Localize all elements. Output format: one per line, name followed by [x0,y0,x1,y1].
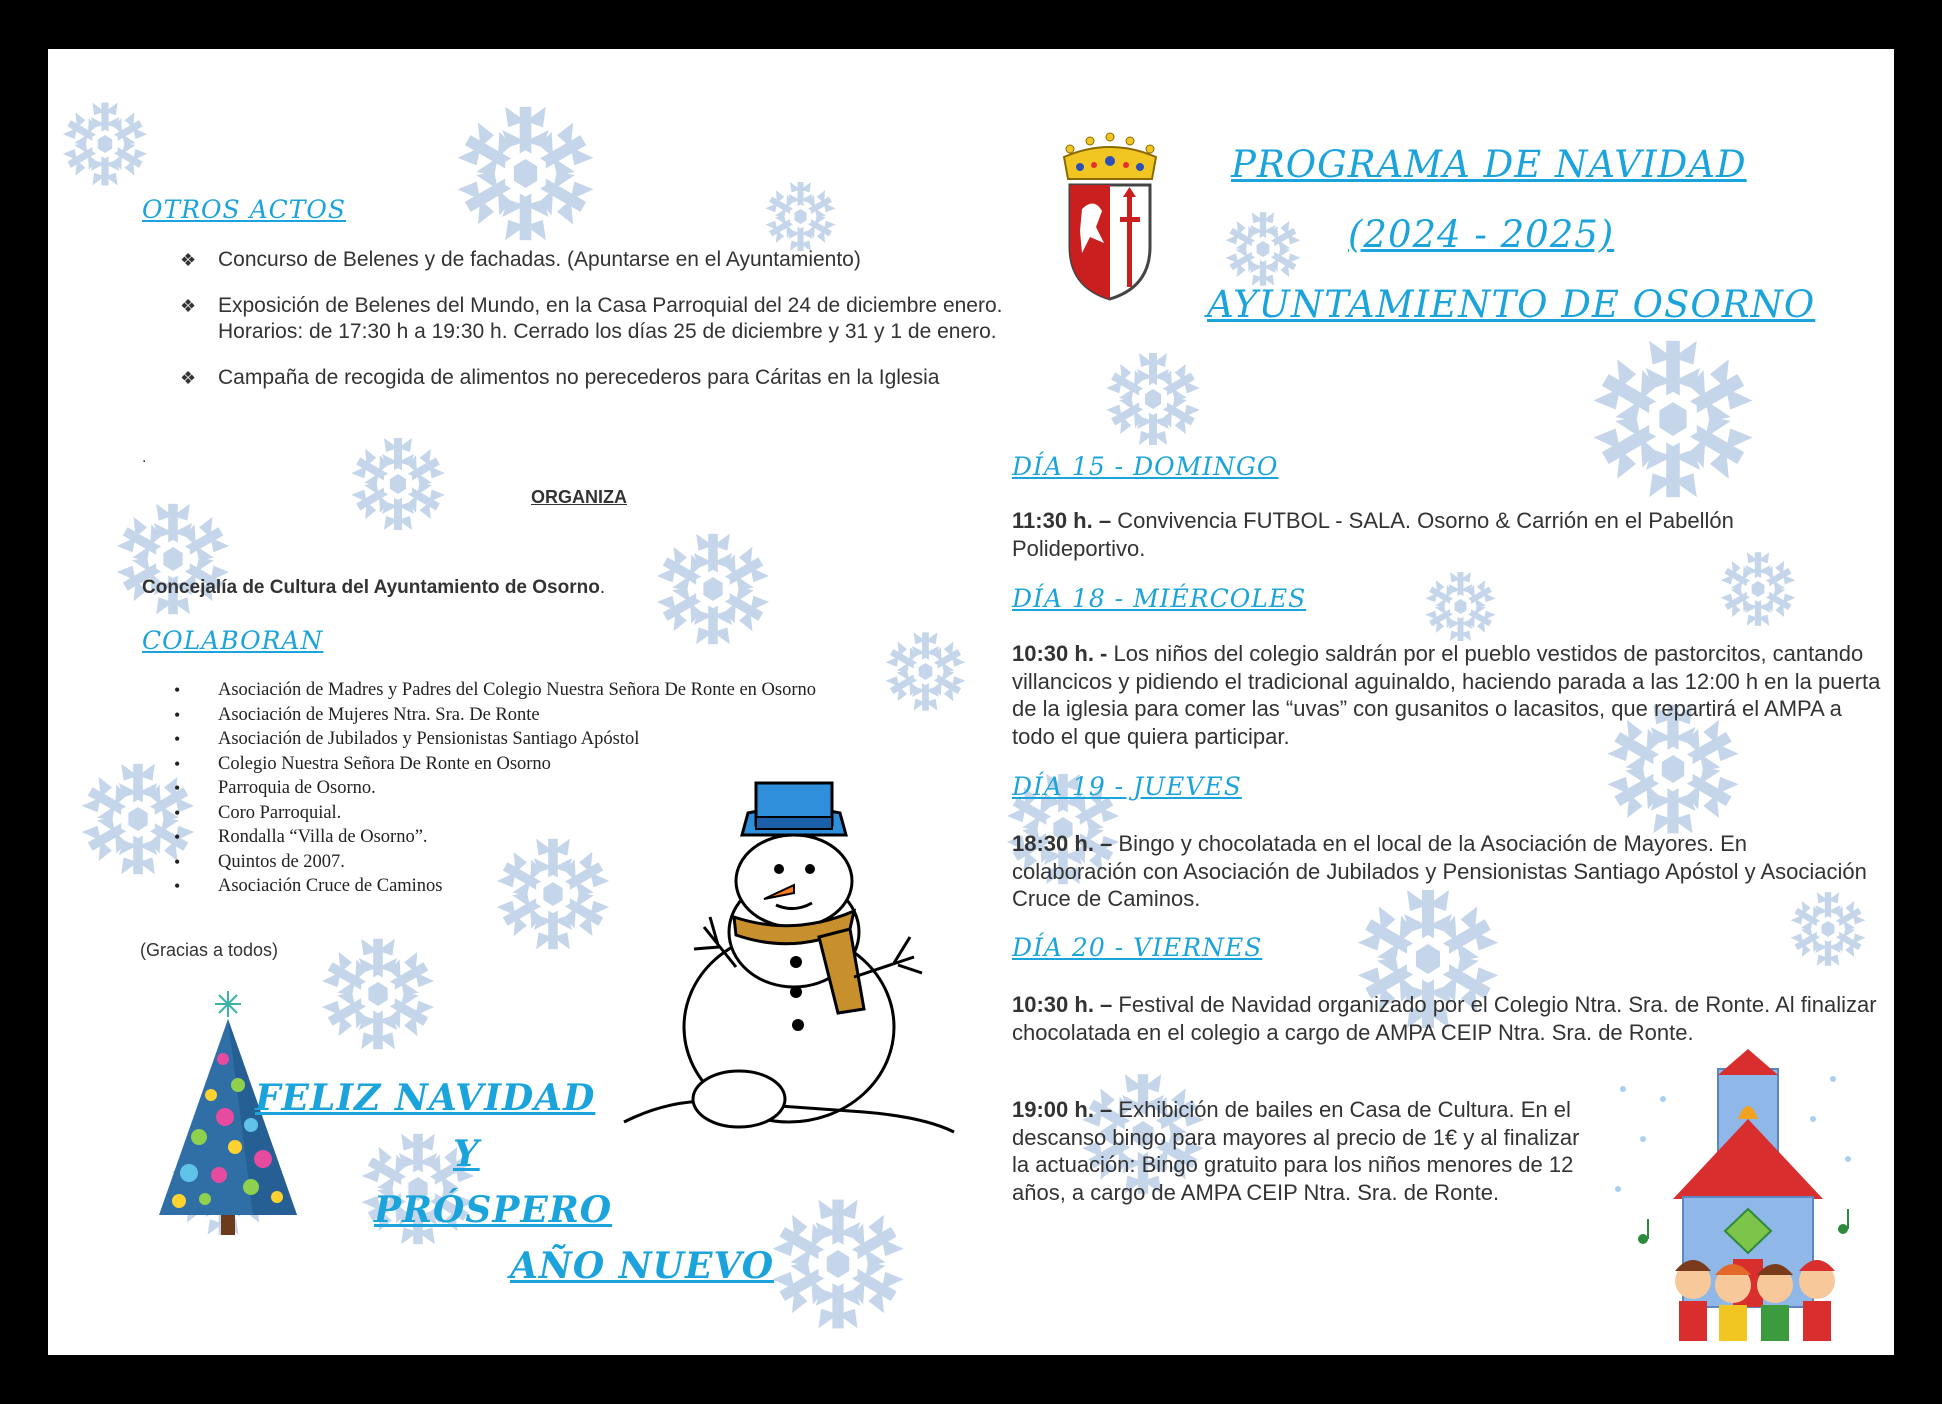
snowflake-icon [453,101,598,246]
gracias-text: (Gracias a todos) [140,940,279,960]
list-item-text: Campaña de recogida de alimentos no perecederos para Cáritas en la Iglesia [218,366,940,389]
list-item: • Parroquia de Osorno. [140,776,960,801]
list-item [180,247,1040,273]
organiza-title: ORGANIZA [531,487,627,507]
list-item [180,365,1040,391]
snowflake-icon [763,179,838,254]
coat-of-arms-icon [1060,127,1160,305]
brochure-sheet [48,49,1894,1355]
event-description: Convivencia FUTBOL - SALA. Osorno & Carrión en el Pabellón Polideportivo. [1012,508,1734,561]
day-20-evening-text [1012,1096,1602,1206]
event-time: 10:30 h. – [1012,992,1113,1017]
list-item-text: Exposición de Belenes del Mundo, en la Casa Parroquial del 24 de diciembre enero. Horarios: de 17:30 h a 19:30 h. Cerrado los días 25 de diciembre y 31 y 1 de enero. [218,294,1003,343]
snowflake-icon [653,529,773,649]
program-title: PROGRAMA DE NAVIDAD [1231,143,1747,186]
organiza-text [142,577,605,599]
day-20-title: DÍA 20 - VIERNES [1012,933,1263,962]
day-15-title: DÍA 15 - DOMINGO [1012,452,1279,481]
otros-actos-title: OTROS ACTOS [142,195,347,224]
event-time: 19:00 h. – [1012,1097,1113,1122]
church-carolers-icon [1603,1049,1863,1349]
greeting-line-4: AÑO NUEVO [510,1245,775,1287]
list-item [180,293,1008,345]
event-time: 11:30 h. – [1012,508,1112,533]
snowflake-icon [768,1194,908,1334]
list-item: • Asociación de Madres y Padres del Colegio Nuestra Señora De Ronte en Osorno [140,678,960,703]
snowflake-icon [1103,349,1203,449]
list-item: • Colegio Nuestra Señora De Ronte en Osorno [140,752,960,777]
greeting-line-2: Y [453,1133,480,1175]
snowflake-icon [113,499,233,619]
event-description: Los niños del colegio saldrán por el pueblo vestidos de pastorcitos, cantando villancicos y pidiendo el tradicional aguinaldo, haciendo parada a las 12:00 h en la puerta de la iglesia para comer las “uvas” con gusanitos o lacasitos, que repartirá el AMPA a todo el que quiera participar. [1012,641,1881,749]
list-item: • Quintos de 2007. [140,850,960,875]
snowflake-icon [1423,569,1498,644]
program-organizer: AYUNTAMIENTO DE OSORNO [1207,283,1816,326]
snowflake-icon [60,99,150,189]
day-18-text [1012,640,1882,750]
list-item: • Rondalla “Villa de Osorno”. [140,825,960,850]
list-item: • Coro Parroquial. [140,801,960,826]
otros-actos-list [180,247,1040,391]
snowman-icon [614,777,994,1147]
snowflake-icon [318,934,438,1054]
event-description: Bingo y chocolatada en el local de la Asociación de Mayores. En colaboración con Asociación de Jubilados y Pensionistas Santiago Apóstol y Asociación Cruce de Caminos. [1012,831,1867,911]
list-item: • Asociación de Jubilados y Pensionistas Santiago Apóstol [140,727,960,752]
organiza-period: . [599,577,606,598]
day-20-text [1012,991,1892,1046]
snowflake-icon [1223,209,1303,289]
event-description: Festival de Navidad organizado por el Colegio Ntra. Sra. de Ronte. Al finalizar chocolatada en el colegio a cargo de AMPA CEIP Ntra. Sra. de Ronte. [1012,992,1877,1045]
program-years: (2024 - 2025) [1348,213,1615,256]
colaboran-title: COLABORAN [142,626,324,655]
event-time: 10:30 h. - [1012,641,1108,666]
stray-dot: . [142,449,147,466]
greeting-line-1: FELIZ NAVIDAD [255,1077,596,1119]
event-description: Exhibición de bailes en Casa de Cultura. En el descanso bingo para mayores al precio de 1€ y al finalizar la actuación: Bingo gratuito para los niños menores de 12 años, a cargo de AMPA CEIP Ntra. Sra. de Ronte. [1012,1097,1580,1205]
snowflake-icon [1588,334,1758,504]
list-item-text: Concurso de Belenes y de fachadas. (Apuntarse en el Ayuntamiento) [218,248,861,271]
event-time: 18:30 h. – [1012,831,1113,856]
list-item: • Asociación de Mujeres Ntra. Sra. De Ronte [140,703,960,728]
day-18-title: DÍA 18 - MIÉRCOLES [1012,584,1307,613]
day-19-title: DÍA 19 - JUEVES [1012,772,1242,801]
snowflake-icon [348,434,448,534]
day-15-text [1012,507,1852,562]
list-item: • Asociación Cruce de Caminos [140,874,960,899]
day-19-text [1012,830,1872,913]
greeting-line-3: PRÓSPERO [374,1189,613,1231]
organiza-name: Concejalía de Cultura del Ayuntamiento de Osorno [142,577,600,598]
